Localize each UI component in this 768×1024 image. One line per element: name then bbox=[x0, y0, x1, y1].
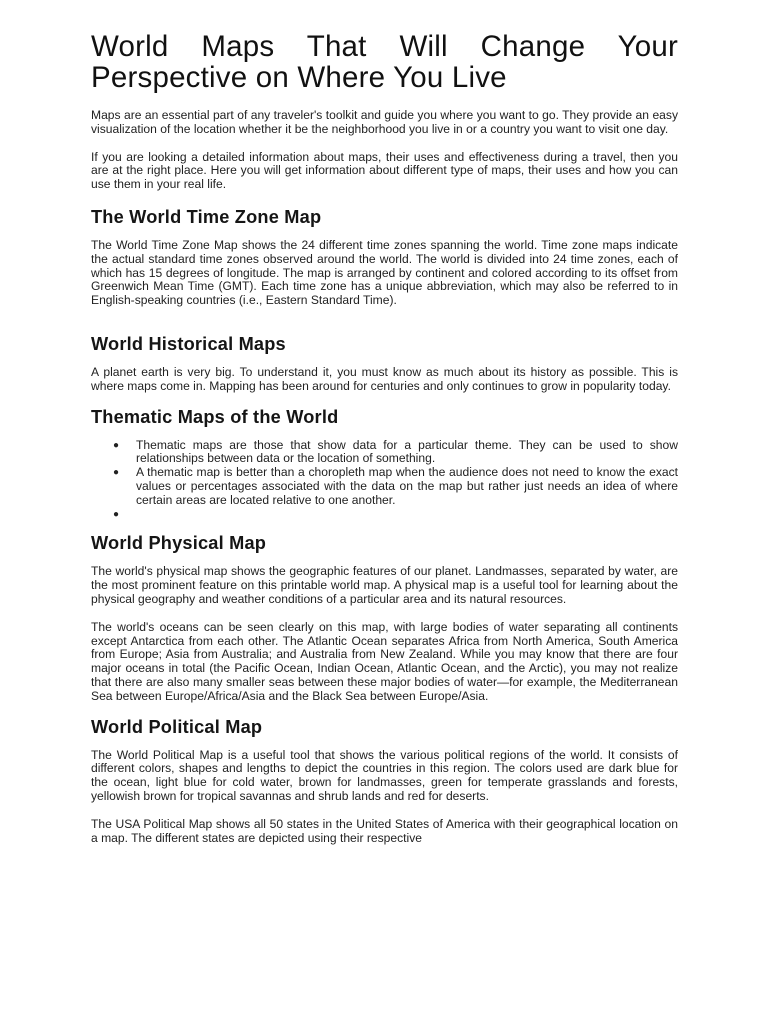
list-item-text: Thematic maps are those that show data for a particular theme. They can be used to show relationships between data or the location of something. bbox=[136, 437, 678, 466]
section-heading-thematic: Thematic Maps of the World bbox=[91, 406, 339, 427]
intro-paragraph: If you are looking a detailed information about maps, their uses and effectiveness during a travel, then you are at the right place. Here you will get information about different type of maps, their uses and how you can use them in your real life. bbox=[91, 149, 678, 192]
list-item bbox=[91, 466, 678, 507]
intro-paragraph: Maps are an essential part of any traveler's toolkit and guide you where you want to go. They provide an easy visualization of the location whether it be the neighborhood you live in or a country you want to visit one day. bbox=[91, 108, 678, 136]
bullet-icon: ● bbox=[113, 467, 120, 479]
section-heading-historical: World Historical Maps bbox=[91, 333, 286, 354]
page-title: World Maps That Will Change Your Perspective on Where You Live bbox=[91, 30, 678, 94]
list-item-text bbox=[136, 508, 678, 522]
section-paragraph: The World Political Map is a useful tool that shows the various political regions of the world. It consists of different colors, shapes and lengths to depict the countries in this region. The colors used are dark blue for the ocean, light blue for cold water, brown for landmasses, green for temperate grasslands and forests, yellowish brown for tropical savannas and shrub lands and red for deserts. bbox=[91, 747, 678, 803]
section-paragraph: The world's physical map shows the geographic features of our planet. Landmasses, separated by water, are the most prominent feature on this printable world map. A physical map is a useful tool for learning about the physical geography and weather conditions of a particular area and its natural resources. bbox=[91, 564, 678, 606]
section-heading-time-zone: The World Time Zone Map bbox=[91, 206, 322, 227]
bullet-icon: ● bbox=[113, 508, 120, 520]
section-paragraph: The USA Political Map shows all 50 states in the United States of America with their geographical location on a map. The different states are depicted using their respective bbox=[91, 816, 678, 845]
section-heading-political: World Political Map bbox=[91, 716, 263, 737]
list-item bbox=[91, 439, 678, 467]
section-heading-physical: World Physical Map bbox=[91, 533, 267, 554]
section-paragraph: The World Time Zone Map shows the 24 different time zones spanning the world. Time zone maps indicate the actual standard time zones observed around the world. The world is divided into 24 time zones, each of which has 15 degrees of longitude. The map is arranged by continent and colored according to its offset from Greenwich Mean Time (GMT). Each time zone has a unique abbreviation, which may also be referred to in English-speaking countries (i.e., Eastern Standard Time). bbox=[91, 237, 678, 308]
section-paragraph: A planet earth is very big. To understand it, you must know as much about its history as possible. This is where maps come in. Mapping has been around for centuries and only continues to grow in popularity today. bbox=[91, 364, 678, 393]
section-paragraph: The world's oceans can be seen clearly on this map, with large bodies of water separating all continents except Antarctica from each other. The Atlantic Ocean separates Africa from North America, South America from Europe; Asia from Australia; and Australia from New Zealand. While you may know that there are four major oceans in total (the Pacific Ocean, Indian Ocean, Atlantic Ocean, and the Arctic), you may not realize that there are also many smaller seas between these major bodies of water—for example, the Mediterranean Sea between Europe/Africa/Asia and the Black Sea between Europe/Asia. bbox=[91, 619, 678, 703]
list-item-text: A thematic map is better than a choropleth map when the audience does not need to know the exact values or percentages associated with the data on the map but rather just needs an idea of where certain areas are located relative to one another. bbox=[136, 465, 678, 507]
bullet-icon: ● bbox=[113, 439, 120, 451]
list-item bbox=[91, 508, 678, 522]
thematic-bullet-list bbox=[91, 439, 678, 522]
